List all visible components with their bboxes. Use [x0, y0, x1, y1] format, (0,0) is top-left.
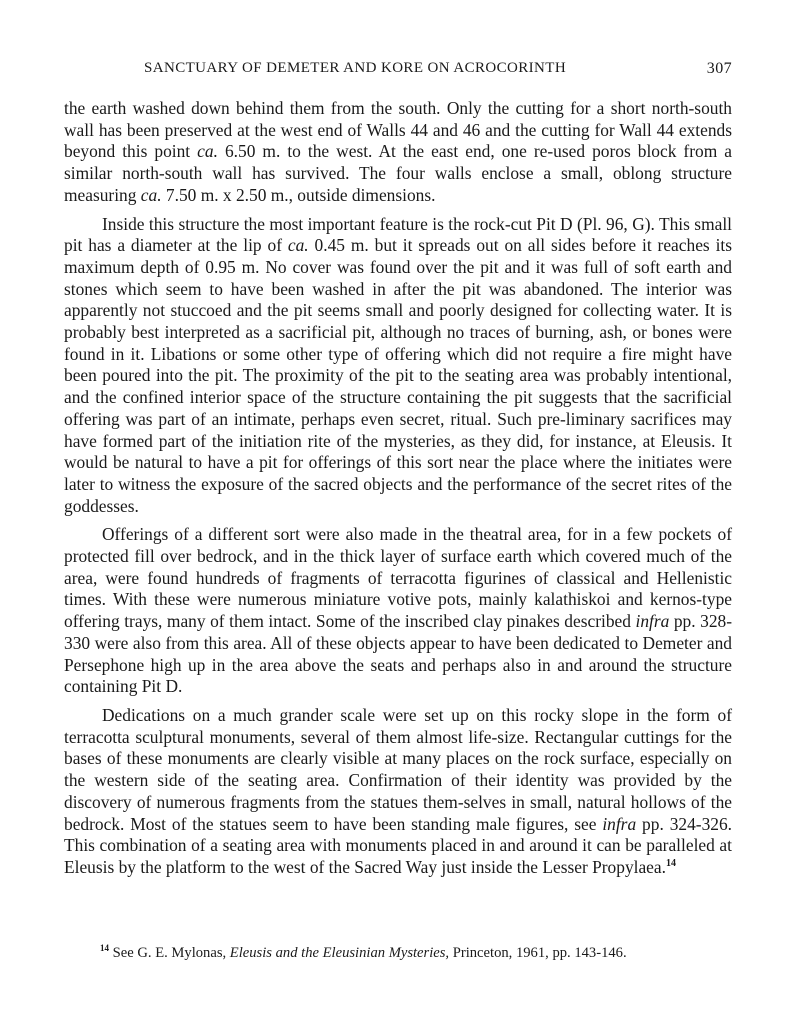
footnote-number: 14	[100, 943, 109, 953]
body-text	[64, 98, 732, 886]
text-run: pp. 324-326. This combination of a seating area with monuments placed in and around it can be paralleled at Eleusis by the platform to the west of the Sacred Way just inside the Lesser Propylaea.	[64, 813, 732, 877]
running-header	[64, 60, 732, 84]
text-run: 0.45 m. but it spreads out on all sides before it reaches its maximum depth of 0.95 m. No cover was found over the pit and it was full of soft earth and stones which seem to have been washed in after the pit was abandoned. The interior was apparently not stuccoed and the pit seems small and poorly designed for collecting water. It is probably best interpreted as a sacrificial pit, although no traces of burning, ash, or bones were found in it. Libations or some other type of offering which did not require a fire might have been poured into the pit. The proximity of the pit to the seating area was probably intentional, and the confined interior space of the structure containing the pit suggests that the sacrificial offering was part of an intimate, perhaps even secret, ritual. Such pre-liminary sacrifices may have formed part of the initiation rite of the mysteries, as they did, for instance, at Eleusis. It would be natural to have a pit for offerings of this sort near the place where the initiates were later to witness the exposure of the sacred objects and the performance of the secret rites of the goddesses.	[64, 235, 733, 516]
text-run: Dedications on a much grander scale were set up on this rocky slope in the form of terracotta sculptural monuments, several of them almost life-size. Rectangular cuttings for the bases of these monuments are clearly visible at many places on the rock surface, especially on the western side of the seating area. Confirmation of their identity was provided by the discovery of numerous fragments from the statues them-selves in small, natural hollows of the bedrock. Most of the statues seem to have been standing male figures, see	[64, 704, 732, 834]
paragraph	[64, 705, 732, 879]
text-run: Inside this structure the most important feature is the rock-cut Pit D (Pl. 96, G). This small pit has a diameter at the lip of	[64, 213, 732, 256]
italic-text: infra	[602, 813, 637, 834]
footnote	[64, 944, 732, 962]
text-run: See G. E. Mylonas,	[109, 945, 230, 961]
page-number: 307	[706, 60, 732, 77]
text-run: pp. 328-330 were also from this area. All of these objects appear to have been dedicated to Demeter and Persephone high up in the area above the seats and perhaps also in and around the structure containing Pit D.	[64, 611, 732, 697]
paragraph	[64, 524, 732, 698]
italic-text: Eleusis and the Eleusinian Mysteries,	[229, 945, 450, 961]
italic-text: ca.	[287, 235, 309, 256]
paragraph	[64, 98, 732, 207]
text-run: 7.50 m. x 2.50 m., outside dimensions.	[161, 184, 436, 205]
text-run: Offerings of a different sort were also made in the theatral area, for in a few pockets of protected fill over bedrock, and in the thick layer of surface earth which covered much of the area, were found hundreds of fragments of terracotta figurines of classical and Hellenistic times. With these were numerous miniature votive pots, mainly kalathiskoi and kernos-type offering trays, many of them intact. Some of the inscribed clay pinakes described	[64, 524, 732, 632]
text-run: 6.50 m. to the west. At the east end, one re-used poros block from a similar north-south wall has survived. The four walls enclose a small, oblong structure measuring	[64, 141, 732, 205]
running-title: SANCTUARY OF DEMETER AND KORE ON ACROCORINTH	[144, 60, 567, 76]
footnote-reference: 14	[665, 857, 676, 869]
text-run: Princeton, 1961, pp. 143-146.	[449, 945, 627, 961]
italic-text: ca.	[197, 141, 218, 162]
italic-text: infra	[635, 611, 670, 632]
paragraph	[64, 214, 732, 518]
text-run: the earth washed down behind them from the south. Only the cutting for a short north-south wall has been preserved at the west end of Walls 44 and 46 and the cutting for Wall 44 extends beyond this point	[64, 98, 732, 162]
italic-text: ca.	[140, 184, 162, 205]
